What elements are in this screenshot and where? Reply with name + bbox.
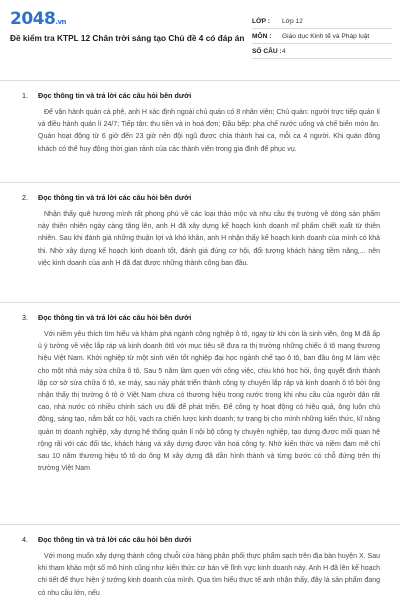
meta-class-row bbox=[252, 14, 392, 29]
question-body: Với niềm yêu thích tìm hiểu và khám phá ngành công nghiệp ô tô, ngay từ khi còn là sinh viên, ông M đã ấp ủ ý tưởng về việc lắp ráp và kinh doanh ôtô với mục tiêu sẽ đưa ra thị trường những chiếc ô tô mang thương hiệu Việt Nam. Khởi nghiệp từ một sinh viên tốt nghiệp đại học ngành chế tạo ô tô, ban đầu ông M làm việc cho một nhà máy sửa chữa ô tô. Sau 5 năm làm quen với công việc, chịu khó học hỏi, ông quyết định thành lập cơ sở sửa chữa ô tô, xe máy, sau này phát triển thành công ty chuyên lắp ráp và kinh doanh ô tô bởi ông nhận thấy thị trường ô tô ở Việt Nam chưa có thương hiệu trong nước trong khi nhu cầu của người dân rất cao, nhà nước có nhiều chính sách ưu đãi để phát triển. Để công ty hoạt động có hiệu quả, ông luôn chủ động, sáng tạo, nắm bắt cơ hội, vạch ra chiến lược kinh doanh; tự trang bị cho mình những kiến thức, kĩ năng quản trị doanh nghiệp, xây dựng hệ thống quản lí nội bộ công ty chuyên nghiệp, tạo dựng được mối quan hệ rộng rãi với các đối tác, khách hàng và xây dựng được văn hoá công ty. Nhờ kiến thức và niềm đam mê chỉ sau 10 năm thương hiệu tô tô do ông M xây dựng đã dần hình thành và từng bước có chỗ đứng trên thị trường Việt Nam bbox=[38, 331, 380, 473]
meta-subject-row bbox=[252, 29, 392, 44]
question-heading bbox=[22, 535, 191, 544]
document-title: Đề kiểm tra KTPL 12 Chân trời sáng tạo Chủ đề 4 có đáp án bbox=[10, 33, 245, 43]
question-block bbox=[0, 182, 400, 303]
question-block bbox=[0, 302, 400, 525]
meta-count-row bbox=[252, 44, 392, 59]
document-meta bbox=[252, 14, 392, 59]
meta-value: Lớp 12 bbox=[282, 17, 303, 25]
question-number: 4. bbox=[22, 535, 28, 544]
question-body: Nhận thấy quê hương mình rất phong phú về các loại thảo mộc và nhu cầu thị trường về dòng sản phẩm này thiên nhiên ngày càng tăng lên, anh H đã xây dựng kế hoạch kinh doanh mĩ phẩm chiết xuất từ thiên nhiên. Sau khi đánh giá những thuận lợi và khó khăn, anh H nhận thấy kế hoạch kinh doanh của mình có khả thi. Nhờ xây dựng kế hoạch kinh doanh tốt, đánh giá đúng cơ hội, đối tượng khách hàng tiềm năng,... nên việc kinh doanh của anh H đã đạt được những thành công ban đầu. bbox=[38, 211, 380, 267]
question-number: 1. bbox=[22, 91, 28, 100]
question-body: Để vận hành quán cà phê, anh H xác định ngoài chủ quán có 8 nhân viên; Chủ quán: người trực tiếp quản lí và điều hành quán lí 24/7; Tiếp tân: thu tiền và in hoá đơn; Đầu bếp: pha chế nước uống và chế biến món ăn. Quán hoạt động từ 6 giờ đến 23 giờ nên đội ngũ được chia thành hai ca, mỗi ca 4 người. Khi quán đông khách có thể huy động thời gian rảnh của các thành viên trong gia đình để phục vụ. bbox=[38, 109, 380, 153]
meta-key: MÔN : bbox=[252, 32, 272, 40]
document-header bbox=[0, 0, 400, 66]
question-heading bbox=[22, 313, 191, 322]
question-number: 3. bbox=[22, 313, 28, 322]
question-heading bbox=[22, 193, 191, 202]
meta-value: Giáo dục Kinh tế và Pháp luật bbox=[282, 32, 370, 40]
question-title: Đọc thông tin và trả lời các câu hỏi bên dưới bbox=[38, 91, 192, 100]
question-title: Đọc thông tin và trả lời các câu hỏi bên dưới bbox=[38, 313, 192, 322]
question-block bbox=[0, 80, 400, 183]
question-heading bbox=[22, 91, 191, 100]
meta-key: SỐ CÂU : bbox=[252, 47, 282, 55]
question-block bbox=[0, 524, 400, 601]
meta-value: 4 bbox=[282, 47, 286, 55]
meta-key: LỚP : bbox=[252, 17, 270, 25]
question-number: 2. bbox=[22, 193, 28, 202]
question-title: Đọc thông tin và trả lời các câu hỏi bên dưới bbox=[38, 535, 192, 544]
logo-main: 2048 bbox=[10, 9, 56, 29]
question-title: Đọc thông tin và trả lời các câu hỏi bên dưới bbox=[38, 193, 192, 202]
logo-suffix: .vn bbox=[55, 18, 67, 26]
question-body: Với mong muốn xây dựng thành công chuỗi cửa hàng phân phối thực phẩm sạch trên địa bàn huyện X. Sau khi tham khảo một số mô hình cũng như kiến thức cơ bản về lĩnh vực kinh doanh này. Anh H đã lên kế hoạch chi tiết để thực hiện ý tưởng kinh doanh của mình. Qua tìm hiểu thực tế anh nhận thấy, đây là sản phẩm đang có nhu cầu lớn, nếu bbox=[38, 553, 380, 597]
